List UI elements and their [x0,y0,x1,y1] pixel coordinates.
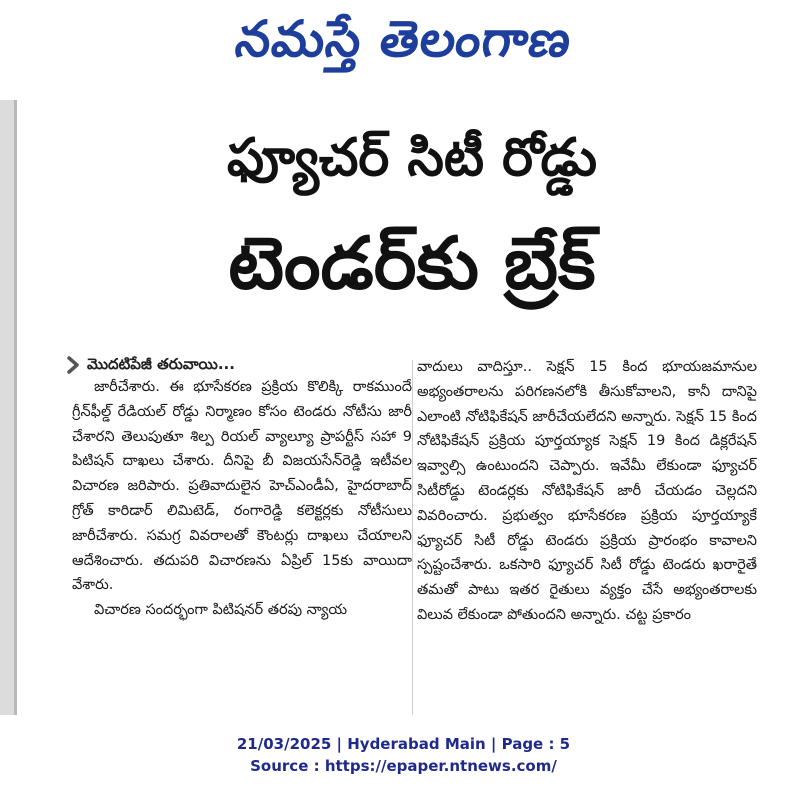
paragraph: జారీచేశారు. ఈ భూసేకరణ ప్రక్రియ కొలిక్కి రాకముందే గ్రీన్‌ఫీల్డ్ రేడియల్ రోడ్డు నిర్మాణం కోసం టెండరు నోటీసు జారీ చేశారని తెలుపుతూ శిల్ప రియల్ వ్యాల్యూ ప్రాపర్టీస్ సహా 9 పిటిషన్ దాఖలు చేశారు. దీనిపై బీ విజయసేన్‌రెడ్డి ఇటీవల విచారణ జరిపారు. ప్రతివాదులైన హెచ్‌ఎండీఏ, హైదరాబాద్ గ్రోత్ కారిడార్ లిమిటెడ్, రంగారెడ్డి కలెక్టర్లకు నోటీసులు జారీచేశారు. సమగ్ర వివరాలతో కౌంటర్లు దాఖలు చేయాలని ఆదేశించారు. తదుపరి విచారణను ఏప్రిల్ 15కు వాయిదా వేశారు. [72,379,412,594]
dateline: 21/03/2025 | Hyderabad Main | Page : 5 [236,735,571,753]
column-divider [412,360,413,715]
source-url: Source : https://epaper.ntnews.com/ [250,757,557,775]
continued-label-text: మొదటిపేజీ తరువాయి... [87,355,235,373]
article-clipping [17,100,807,715]
page-edge-strip [0,100,14,715]
paragraph: విచారణ సందర్భంగా పిటిషనర్ తరపు న్యాయ [94,602,348,619]
source-footer [0,733,807,777]
headline-line-1: ఫ్యూచర్ సిటీ రోడ్డు [227,128,597,188]
continued-from-label [65,353,235,375]
article-column-right [417,355,757,628]
masthead [0,4,807,74]
chevron-right-icon [65,355,81,375]
article-column-left [72,375,412,623]
paragraph: వాదులు వాదిస్తూ.. సెక్షన్ 15 కింద భూయజమానుల అభ్యంతరాలను పరిగణనలోకి తీసుకోవాలని, కానీ దానిపై ఎలాంటి నోటిఫికేషన్ జారీచేయలేదని అన్నారు. సెక్షన్ 15 కింద నోటిఫికేషన్ ప్రక్రియ పూర్తయ్యాక సెక్షన్ 19 కింద డిక్లరేషన్ ఇవ్వాల్సి ఉంటుందని చెప్పారు. ఇవేమీ లేకుండా ఫ్యూచర్ సిటీరోడ్డు టెండర్లకు నోటిఫికేషన్ జారీ చేయడం చెల్లదని వివరించారు. ప్రభుత్వం భూసేకరణ ప్రక్రియ పూర్తయ్యాకే ఫ్యూచర్ సిటీ రోడ్డు టెండరు ప్రక్రియ ప్రారంభం కావాలని స్పష్టంచేశారు. ఒకసారి ఫ్యూచర్ సిటీ రోడ్డు టెండరు ఖరారైతే తమతో పాటు ఇతర రైతులు వ్యక్తం చేసే అభ్యంతరాలకు విలువ లేకుండా పోతుందని అన్నారు. చట్ట ప్రకారం [417,359,757,623]
newspaper-logo: నమస్తే తెలంగాణ [231,9,576,68]
headline-line-2: టెండర్‌కు బ్రేక్ [228,221,596,305]
